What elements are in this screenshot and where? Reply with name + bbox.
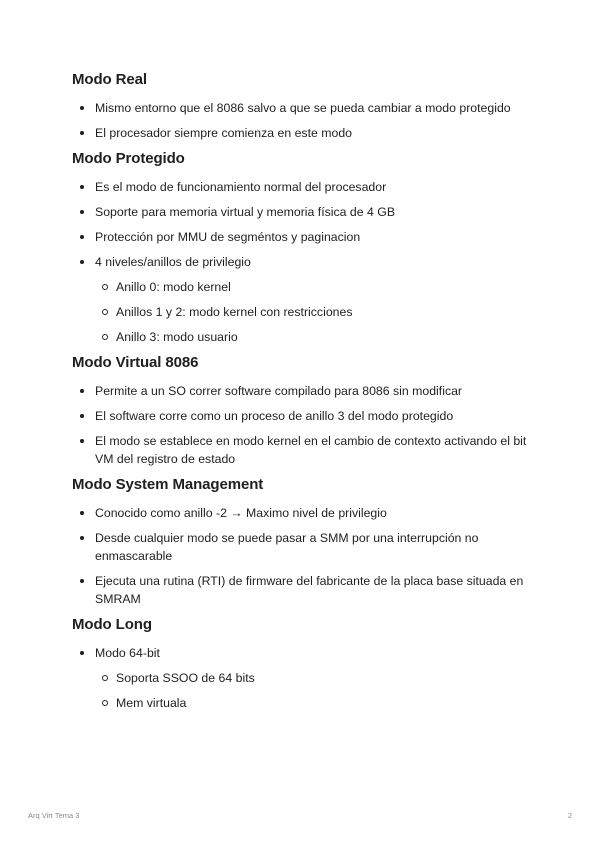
list-item-text: Conocido como anillo -2 → Maximo nivel de privilegio: [95, 506, 387, 520]
list-item: [72, 203, 535, 221]
section: [72, 70, 532, 142]
sub-list-item: [95, 669, 535, 687]
list-item: [72, 124, 535, 142]
hollow-bullet-icon: [102, 284, 108, 290]
bullet-list: [72, 504, 532, 608]
sub-list-item-text: Soporta SSOO de 64 bits: [116, 671, 255, 685]
sub-list-item-text: Anillo 3: modo usuario: [116, 330, 238, 344]
list-item: [72, 504, 535, 522]
section: [72, 353, 532, 468]
list-item-text: Ejecuta una rutina (RTI) de firmware del fabricante de la placa base situada en SMRAM: [95, 574, 524, 606]
page-content: [72, 70, 532, 719]
bullet-icon: [80, 389, 84, 393]
list-item: [72, 407, 535, 425]
bullet-icon: [80, 106, 84, 110]
list-item-text: Soporte para memoria virtual y memoria física de 4 GB: [95, 205, 396, 219]
list-item-text: 4 niveles/anillos de privilegio: [95, 255, 251, 269]
sub-list-item-text: Anillos 1 y 2: modo kernel con restricciones: [116, 305, 353, 319]
list-item: [72, 529, 535, 565]
list-item: [72, 99, 535, 117]
list-item-text: El procesador siempre comienza en este modo: [95, 126, 352, 140]
sub-list-item-text: Mem virtuala: [116, 696, 187, 710]
list-item: [72, 253, 535, 346]
list-item: [72, 644, 535, 712]
sub-bullet-list: [95, 278, 535, 346]
section: [72, 149, 532, 346]
bullet-icon: [80, 260, 84, 264]
list-item: [72, 432, 535, 468]
list-item-text: Mismo entorno que el 8086 salvo a que se pueda cambiar a modo protegido: [95, 101, 511, 115]
footer-title: Arq Virt Tema 3: [28, 811, 80, 820]
sub-bullet-list: [95, 669, 535, 712]
list-item-text: Permite a un SO correr software compilado para 8086 sin modificar: [95, 384, 463, 398]
section-heading: Modo Long: [72, 616, 152, 633]
section-heading: Modo Virtual 8086: [72, 354, 199, 371]
section-heading: Modo Protegido: [72, 150, 185, 167]
bullet-list: [72, 178, 532, 346]
list-item-text: Modo 64-bit: [95, 646, 160, 660]
sub-list-item-text: Anillo 0: modo kernel: [116, 280, 231, 294]
bullet-icon: [80, 414, 84, 418]
hollow-bullet-icon: [102, 334, 108, 340]
bullet-icon: [80, 511, 84, 515]
hollow-bullet-icon: [102, 675, 108, 681]
bullet-icon: [80, 579, 84, 583]
list-item: [72, 178, 535, 196]
bullet-icon: [80, 235, 84, 239]
bullet-icon: [80, 185, 84, 189]
bullet-list: [72, 644, 532, 712]
bullet-icon: [80, 439, 84, 443]
page-number: 2: [567, 811, 572, 820]
section: [72, 615, 532, 712]
bullet-icon: [80, 210, 84, 214]
sub-list-item: [95, 328, 535, 346]
bullet-list: [72, 382, 532, 468]
bullet-list: [72, 99, 532, 142]
bullet-icon: [80, 131, 84, 135]
bullet-icon: [80, 651, 84, 655]
list-item: [72, 228, 535, 246]
list-item: [72, 572, 535, 608]
hollow-bullet-icon: [102, 700, 108, 706]
list-item-text: Protección por MMU de segméntos y paginacion: [95, 230, 361, 244]
sub-list-item: [95, 303, 535, 321]
section-heading: Modo System Management: [72, 476, 264, 493]
list-item-text: Es el modo de funcionamiento normal del procesador: [95, 180, 387, 194]
section: [72, 475, 532, 608]
bullet-icon: [80, 536, 84, 540]
list-item-text: Desde cualquier modo se puede pasar a SMM por una interrupción no enmascarable: [95, 531, 479, 563]
list-item-text: El software corre como un proceso de anillo 3 del modo protegido: [95, 409, 454, 423]
list-item: [72, 382, 535, 400]
section-heading: Modo Real: [72, 71, 147, 88]
sub-list-item: [95, 278, 535, 296]
sub-list-item: [95, 694, 535, 712]
hollow-bullet-icon: [102, 309, 108, 315]
list-item-text: El modo se establece en modo kernel en el cambio de contexto activando el bit VM del registro de estado: [95, 434, 527, 466]
